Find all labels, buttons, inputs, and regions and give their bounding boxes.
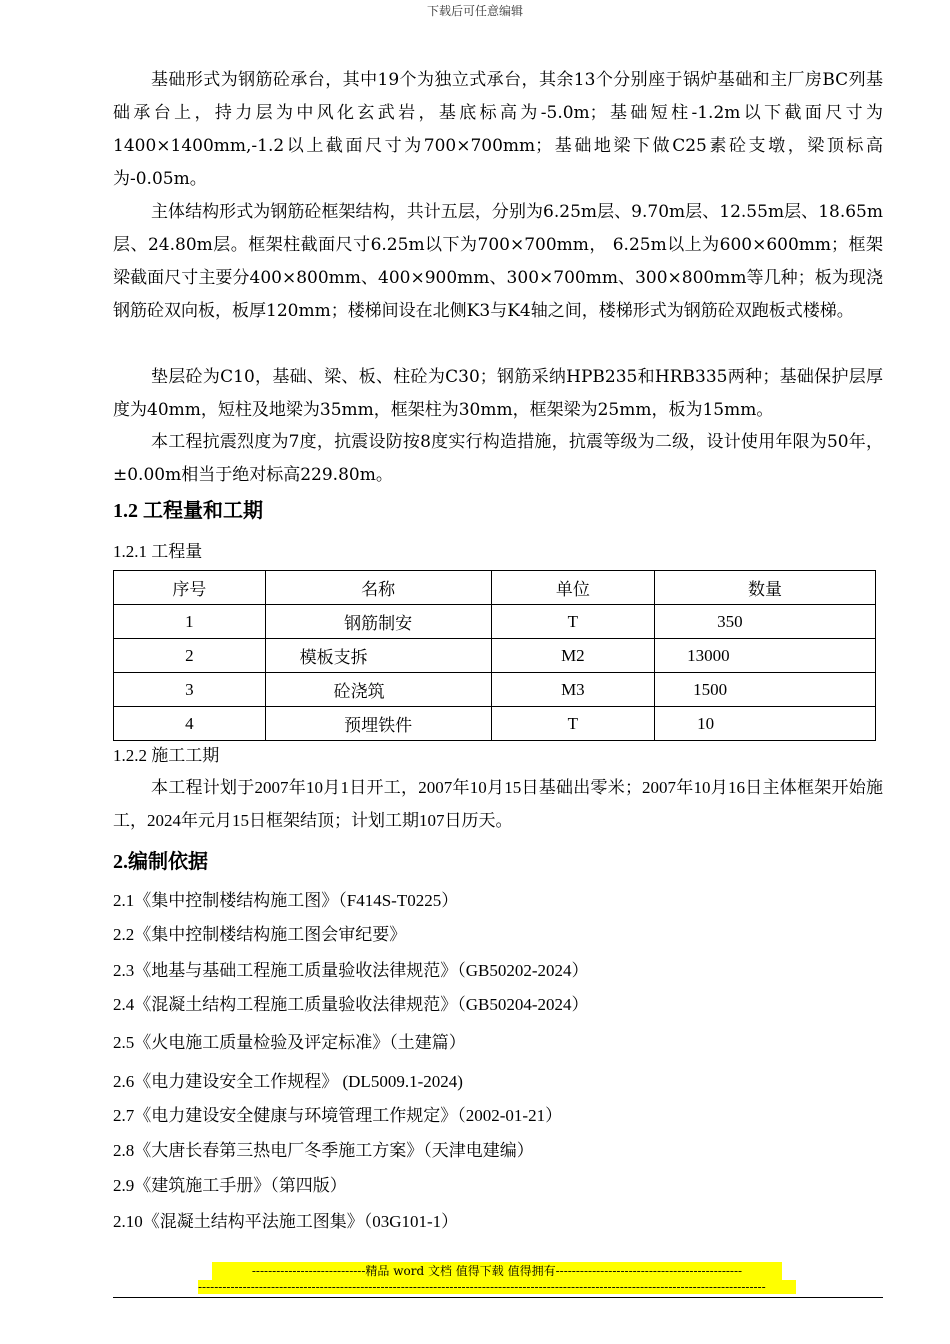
paragraph-foundation (113, 64, 883, 196)
reference-item: 2.7《电力建设安全健康与环境管理工作规定》（2002-01-21） (113, 1106, 563, 1125)
reference-item: 2.1《集中控制楼结构施工图》（F414S-T0225） (113, 891, 459, 910)
table-cell: M2 (491, 639, 654, 673)
paragraph-text: 垫层砼为C10，基础、梁、板、柱砼为C30；钢筋采纳HPB235和HRB335两种；基础保护层厚度为40mm，短柱及地梁为35mm，框架柱为30mm，框架梁为25mm，板为15mm。 (113, 367, 883, 420)
table-cell: M3 (491, 673, 654, 707)
table-cell: 模板支拆 (265, 639, 491, 673)
reference-item: 2.5《火电施工质量检验及评定标准》（土建篇） (113, 1033, 466, 1052)
reference-item: 2.10《混凝土结构平法施工图集》（03G101-1） (113, 1212, 459, 1231)
column-header: 单位 (491, 571, 654, 605)
reference-item: 2.4《混凝土结构工程施工质量验收法律规范》（GB50204-2024） (113, 995, 589, 1014)
table-cell: 350 (655, 605, 876, 639)
table-cell: 10 (655, 707, 876, 741)
footer-rule (113, 1297, 883, 1298)
subsection-heading-1-2-1: 1.2.1 工程量 (113, 542, 203, 561)
paragraph-text: 本工程计划于2007年10月1日开工，2007年10月15日基础出零米；2007年10月16日主体框架开始施工，2024年元月15日框架结顶；计划工期107日历天。 (113, 778, 883, 830)
paragraph-text: 主体结构形式为钢筋砼框架结构，共计五层，分别为6.25m层、9.70m层、12.55m层、18.65m层、24.80m层。框架柱截面尺寸6.25m以下为700×700mm， 6.25m以上为600×600mm；框架梁截面尺寸主要分400×800mm、400×900mm、300×700mm、300×800mm等几种；板为现浇钢筋砼双向板，板厚120mm；楼梯间设在北侧K3与K4轴之间，楼梯形式为钢筋砼双跑板式楼梯。 (113, 202, 883, 321)
column-header: 名称 (265, 571, 491, 605)
column-header: 序号 (114, 571, 266, 605)
table-cell: 预埋铁件 (265, 707, 491, 741)
paragraph-concrete (113, 361, 883, 427)
reference-item: 2.9《建筑施工手册》（第四版） (113, 1176, 347, 1195)
reference-item: 2.8《大唐长春第三热电厂冬季施工方案》（天津电建编） (113, 1141, 534, 1160)
table-row (114, 605, 876, 639)
page-header: 下载后可任意编辑 (426, 4, 523, 18)
paragraph-structure (113, 196, 883, 328)
table-cell: 3 (114, 673, 266, 707)
table-cell: T (491, 605, 654, 639)
table-cell: T (491, 707, 654, 741)
column-header: 数量 (655, 571, 876, 605)
table-cell: 13000 (655, 639, 876, 673)
table-cell: 钢筋制安 (265, 605, 491, 639)
reference-item: 2.3《地基与基础工程施工质量验收法律规范》（GB50202-2024） (113, 961, 589, 980)
table-cell: 砼浇筑 (265, 673, 491, 707)
reference-item: 2.2《集中控制楼结构施工图会审纪要》 (113, 925, 407, 944)
section-heading-2: 2.编制依据 (113, 851, 208, 873)
paragraph-text: 本工程抗震烈度为7度，抗震设防按8度实行构造措施，抗震等级为二级，设计使用年限为50年，±0.00m相当于绝对标高229.80m。 (113, 432, 883, 485)
table-cell: 1500 (655, 673, 876, 707)
paragraph-seismic (113, 426, 883, 492)
footer-banner: ----------------------------精品 word 文档 值得下载 值得拥有---------------------------------------------- (212, 1262, 782, 1280)
footer-dash-line: -------------------------------------------------------------------------------------------------------------------------------------------- (198, 1280, 796, 1294)
table-cell: 2 (114, 639, 266, 673)
table-header-row (114, 571, 876, 605)
reference-item: 2.6《电力建设安全工作规程》 (DL5009.1-2024) (113, 1072, 463, 1091)
paragraph-schedule (113, 771, 883, 837)
quantity-table (113, 570, 876, 741)
table-cell: 1 (114, 605, 266, 639)
table-row (114, 673, 876, 707)
section-heading-1-2: 1.2 工程量和工期 (113, 500, 263, 522)
table-cell: 4 (114, 707, 266, 741)
table-row (114, 639, 876, 673)
paragraph-text: 基础形式为钢筋砼承台，其中19个为独立式承台，其余13个分别座于锅炉基础和主厂房BC列基础承台上，持力层为中风化玄武岩，基底标高为-5.0m；基础短柱-1.2m以下截面尺寸为1400×1400mm,-1.2以上截面尺寸为700×700mm；基础地梁下做C25素砼支墩，梁顶标高为-0.05m。 (113, 70, 883, 189)
subsection-heading-1-2-2: 1.2.2 施工工期 (113, 746, 220, 765)
table-row (114, 707, 876, 741)
